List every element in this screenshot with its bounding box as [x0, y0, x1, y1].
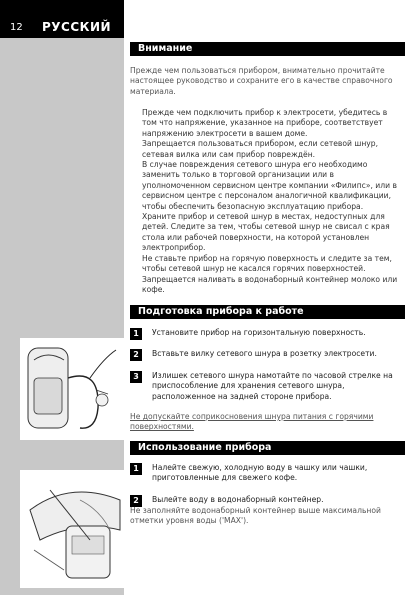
step-number: 1 [130, 328, 142, 340]
coffee-maker-cord-illustration [20, 338, 124, 440]
preparing-note: Не допускайте соприкосновения шнура питания с горячими поверхностями. [130, 412, 374, 432]
attention-heading: Внимание [130, 42, 405, 56]
step-text: Вылейте воду в водонаборный контейнер. [152, 495, 324, 504]
header-bar [0, 0, 124, 38]
attention-warnings: Прежде чем подключить прибор к электросети, убедитесь в том что напряжение, указанное на приборе, соответствует напряжению электросети в вашем доме. Запрещается пользоваться прибором, если сетевой шнур, сетевая вилка или сам прибор повреждён. В случае повреждения сетевого шнура его необходимо заменить только в торговой организации или в уполномоченном сервисном центре компании «Филипс», или в сервисном центре с персоналом аналогичной квалификации, чтобы обеспечить безопасную эксплуатацию прибора. Храните прибор и сетевой шнур в местах, недоступных для детей. Следите за тем, чтобы сетевой шнур не свисал с края стола или рабочей поверхности, на которой установлен электроприбор. Не ставьте прибор на горячую поверхность и следите за тем, чтобы сетевой шнур не касался горячих поверхностей. Запрещается наливать в водонаборный контейнер молоко или кофе. [142, 108, 398, 294]
step-number: 2 [130, 495, 142, 507]
step-number: 1 [130, 463, 142, 475]
step-number: 3 [130, 371, 142, 383]
attention-intro: Прежде чем пользоваться прибором, внимательно прочитайте настоящее руководство и сохраните его в качестве справочного материала. [130, 66, 393, 96]
using-note: Не заполняйте водонаборный контейнер выше максимальной отметки уровня воды ('MAX'). [130, 506, 381, 526]
using-heading: Использование прибора [130, 441, 405, 455]
pouring-icon [20, 470, 124, 588]
pouring-water-illustration [20, 470, 124, 588]
step-text: Вставьте вилку сетевого шнура в розетку электросети. [152, 349, 377, 358]
step-number: 2 [130, 349, 142, 361]
step-text: Излишек сетевого шнура намотайте по часовой стрелке на приспособление для хранения сетевого шнура, расположенное на задней стороне прибора. [152, 371, 393, 401]
step-text: Налейте свежую, холодную воду в чашку или чашки, приготовленные для свежего кофе. [152, 463, 368, 483]
preparing-step-2 [130, 349, 405, 363]
step-text: Установите прибор на горизонтальную поверхность. [152, 328, 366, 337]
page-number: 12 [10, 22, 23, 33]
preparing-step-3 [130, 371, 405, 405]
preparing-heading: Подготовка прибора к работе [130, 305, 405, 319]
language-title: РУССКИЙ [42, 20, 112, 34]
coffee-maker-icon [20, 338, 124, 440]
using-step-1 [130, 463, 405, 487]
preparing-step-1 [130, 328, 405, 342]
